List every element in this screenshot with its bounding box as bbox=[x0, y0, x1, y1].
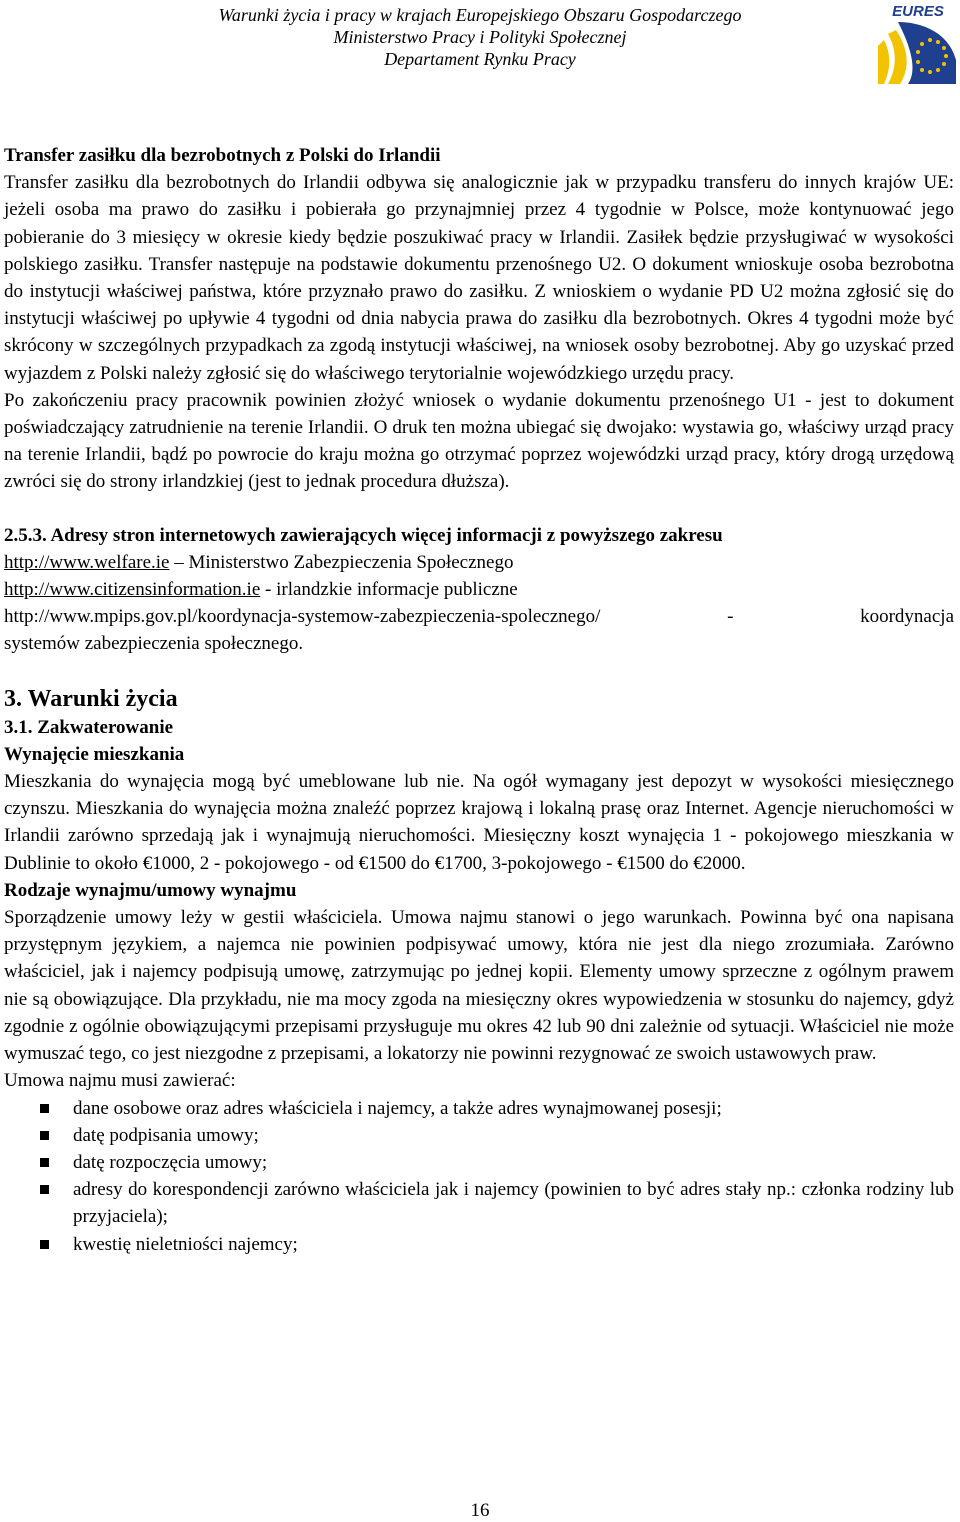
list-item: adresy do korespondencji zarówno właściciela jak i najemcy (powinien to być adres stały np.: członka rodziny lub przyjaciela); bbox=[4, 1176, 954, 1230]
addresses-heading: 2.5.3. Adresy stron internetowych zawierających więcej informacji z powyższego zakresu bbox=[4, 524, 723, 546]
contract-requirements-list bbox=[4, 1095, 954, 1258]
header-line-2: Ministerstwo Pracy i Polityki Społecznej bbox=[333, 27, 627, 47]
main-content bbox=[4, 142, 954, 1258]
bullet-square-icon bbox=[40, 1185, 49, 1194]
mpips-desc-continued: systemów zabezpieczenia społecznego. bbox=[4, 633, 304, 655]
citizensinformation-link[interactable]: http://www.citizensinformation.ie bbox=[4, 579, 261, 601]
page-header bbox=[0, 0, 960, 90]
address-line-2 bbox=[4, 576, 954, 603]
bullet-square-icon bbox=[40, 1131, 49, 1140]
living-heading: 3. Warunki życia bbox=[4, 685, 178, 712]
header-text bbox=[150, 4, 810, 70]
page-number: 16 bbox=[470, 1500, 490, 1521]
mpips-dash: - bbox=[727, 606, 734, 628]
header-line-3: Departament Rynku Pracy bbox=[384, 49, 576, 69]
rental-types-paragraph: Sporządzenie umowy leży w gestii właściciela. Umowa najmu stanowi o jego warunkach. Powinna być ona napisana przystępnym językiem, a najemca nie powinien podpisywać umowy, która nie jest dla niego zrozumiała. Zarówno właściciel, jak i najemcy podpisują umowę, zatrzymując po jednej kopii. Elementy umowy sprzeczne z ogólnym prawem nie są obowiązujące. Dla przykładu, nie ma mocy zgoda na miesięczny okres wypowiedzenia w stosunku do najemcy, gdyż zgodnie z ogólnie obowiązującymi przepisami przysługuje mu okres 42 lub 90 dni zależnie od sytuacji. Właściciel nie może wymuszać tego, co jest niezgodne z przepisami, a lokatorzy nie powinni rezygnować ze swoich ustawowych praw. bbox=[4, 907, 954, 1065]
list-item: datę podpisania umowy; bbox=[4, 1122, 954, 1149]
eures-logo bbox=[878, 0, 958, 84]
contract-intro: Umowa najmu musi zawierać: bbox=[4, 1070, 236, 1092]
bullet-square-icon bbox=[40, 1104, 49, 1113]
welfare-link-desc: – Ministerstwo Zabezpieczenia Społecznego bbox=[169, 551, 514, 573]
citizensinformation-link-desc: - irlandzkie informacje publiczne bbox=[260, 579, 518, 601]
list-item: dane osobowe oraz adres właściciela i najemcy, a także adres wynajmowanej posesji; bbox=[4, 1095, 954, 1122]
bullet-square-icon bbox=[40, 1240, 49, 1249]
transfer-paragraph-2: Po zakończeniu pracy pracownik powinien złożyć wniosek o wydanie dokumentu przenośnego U1 - jest to dokument poświadczający zatrudnienie na terenie Irlandii. O druk ten można ubiegać się dwojako: wystawia go, właściwy urząd pracy na terenie Irlandii, bądź po powrocie do kraju można go otrzymać poprzez wojewódzki urząd pracy, który drogą urzędową zwróci się do strony irlandzkiej (jest to jednak procedura dłuższa). bbox=[4, 389, 954, 493]
accommodation-heading: 3.1. Zakwaterowanie bbox=[4, 716, 174, 738]
rent-heading: Wynajęcie mieszkania bbox=[4, 743, 185, 765]
bullet-square-icon bbox=[40, 1158, 49, 1167]
eures-logo-text: EURES bbox=[892, 3, 944, 20]
transfer-paragraph-1: Transfer zasiłku dla bezrobotnych do Irlandii odbywa się analogicznie jak w przypadku transferu do innych krajów UE: jeżeli osoba ma prawo do zasiłku i pobierała go przynajmniej przez 4 tygodnie w Polsce, może kontynuować jego pobieranie do 3 miesięcy w okresie kiedy będzie poszukiwać pracy w Irlandii. Zasiłek będzie przysługiwać w wysokości polskiego zasiłku. Transfer następuje na podstawie dokumentu przenośnego U2. O dokument wnioskuje osoba bezrobotna do instytucji właściwej państwa, które przyznało prawo do zasiłku. Z wnioskiem o wydanie PD U2 można zgłosić się do instytucji właściwej po upływie 4 tygodni od dnia nabycia prawa do zasiłku dla bezrobotnych. Okres 4 tygodni może być skrócony w szczególnych przypadkach za zgodą instytucji właściwej, na wniosek osoby bezrobotnej. Aby go uzyskać przed wyjazdem z Polski należy zgłosić się do właściwego terytorialnie wojewódzkiego urzędu pracy. bbox=[4, 172, 954, 384]
list-item: kwestię nieletniości najemcy; bbox=[4, 1231, 954, 1258]
list-item: datę rozpoczęcia umowy; bbox=[4, 1149, 954, 1176]
welfare-link[interactable]: http://www.welfare.ie bbox=[4, 551, 170, 573]
mpips-desc-word: koordynacja bbox=[860, 606, 954, 628]
address-line-1 bbox=[4, 549, 954, 576]
mpips-link[interactable]: http://www.mpips.gov.pl/koordynacja-systemow-zabezpieczenia-spolecznego/ bbox=[4, 606, 601, 628]
rent-paragraph: Mieszkania do wynajęcia mogą być umeblowane lub nie. Na ogół wymagany jest depozyt w wysokości miesięcznego czynszu. Mieszkania do wynajęcia można znaleźć poprzez krajową i lokalną prasę oraz Internet. Agencje nieruchomości w Irlandii zarówno sprzedają jak i wynajmują nieruchomości. Miesięczny koszt wynajęcia 1 - pokojowego mieszkania w Dublinie to około €1000, 2 - pokojowego - od €1500 do €1700, 3-pokojowego - €1500 do €2000. bbox=[4, 771, 954, 874]
address-line-3 bbox=[4, 603, 954, 630]
transfer-title: Transfer zasiłku dla bezrobotnych z Polski do Irlandii bbox=[4, 145, 441, 166]
header-line-1: Warunki życia i pracy w krajach Europejskiego Obszaru Gospodarczego bbox=[218, 5, 742, 25]
rental-types-heading: Rodzaje wynajmu/umowy wynajmu bbox=[4, 879, 297, 901]
